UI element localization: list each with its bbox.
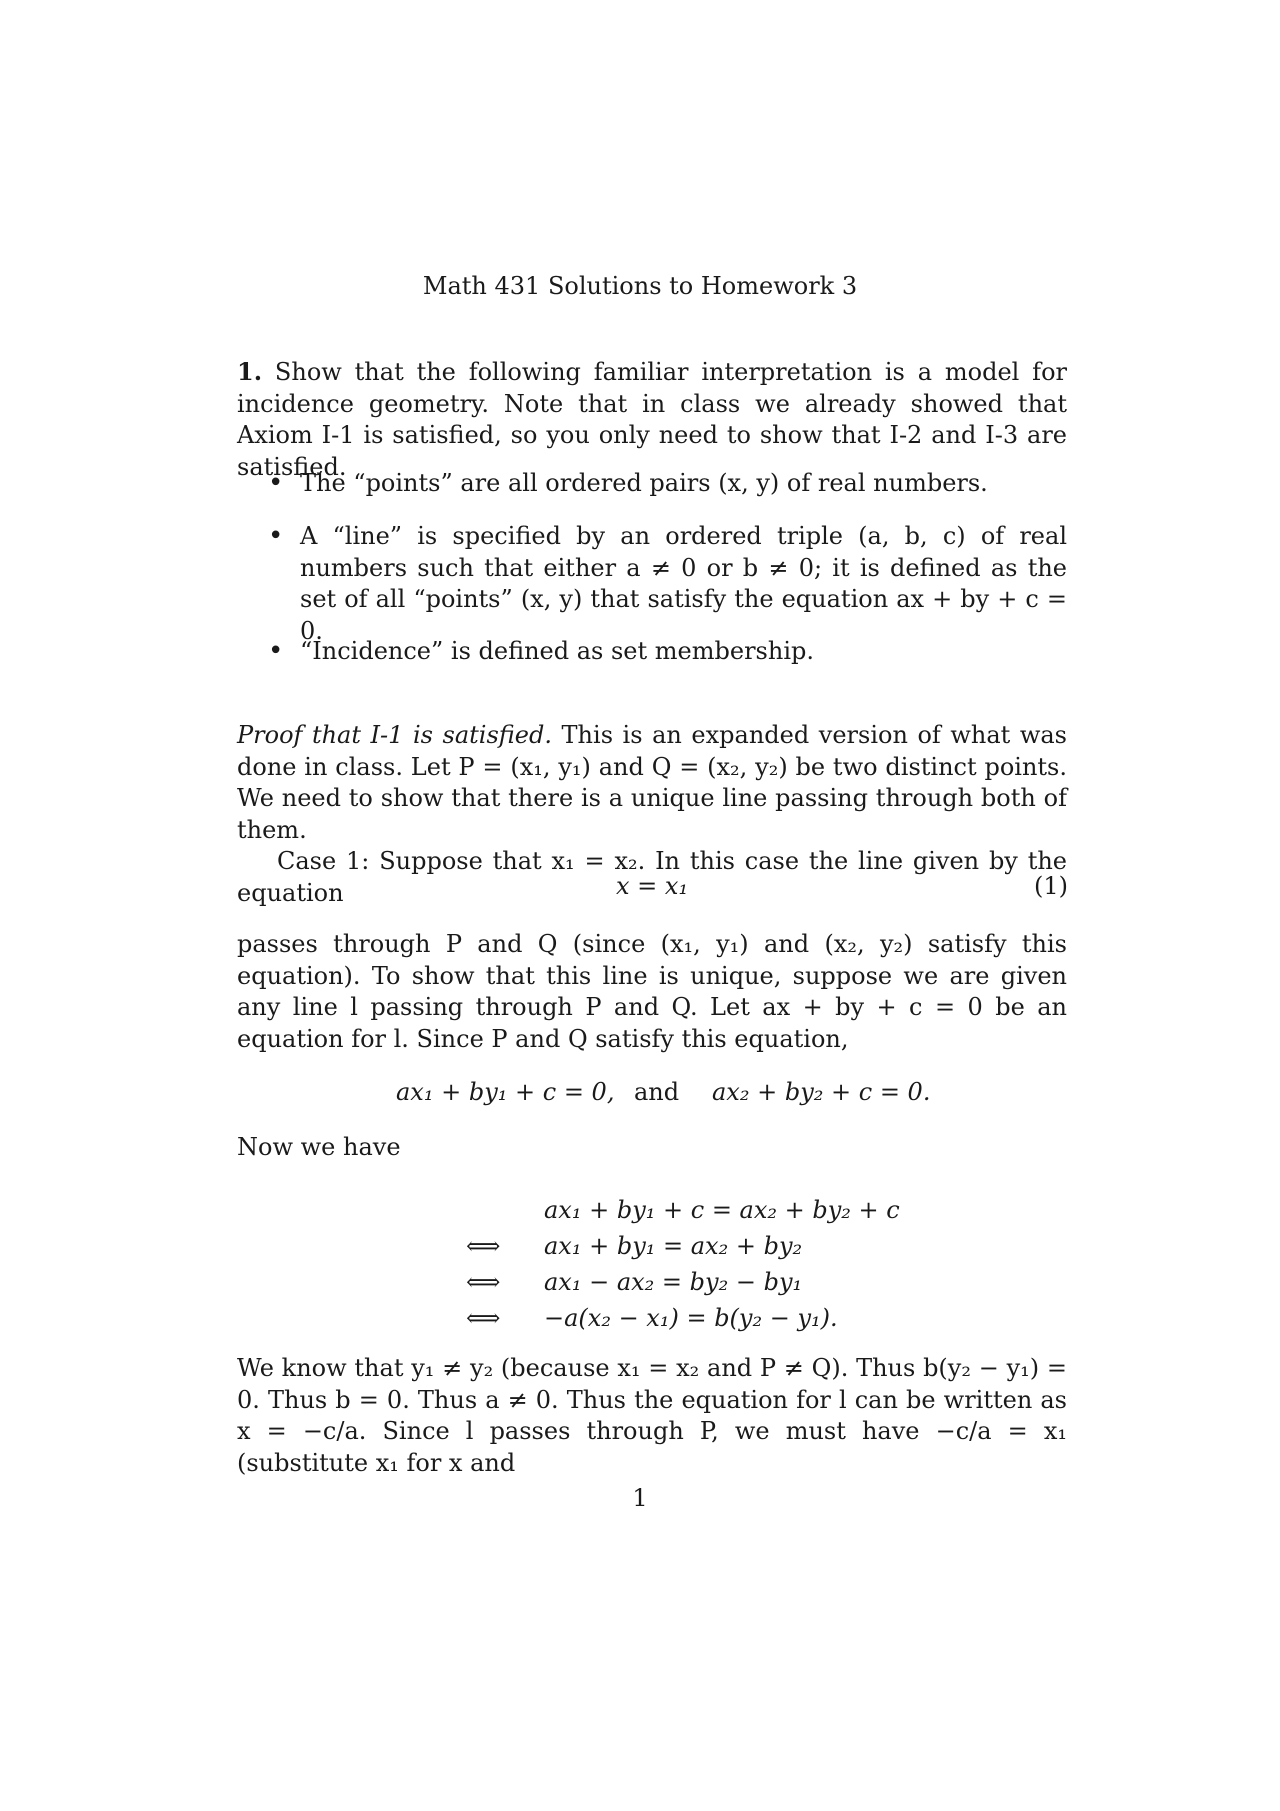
equation-2-left: ax₁ + by₁ + c = 0, bbox=[396, 1078, 615, 1106]
uniqueness-text: passes through P and Q (since (x₁, y₁) and (x₂, y₂) satisfy this equation). To show that this line is unique, suppose we are given any line l passing through P and Q. Let ax + by + c = 0 be an equation for l. Since P and Q satisfy this equation, bbox=[237, 930, 1067, 1053]
equation-2-and: and bbox=[634, 1078, 680, 1106]
problem-text: Show that the following familiar interpretation is a model for incidence geometry. Note that in class we already showed that Axiom I-1 is satisfied, so you only need to show that I-2 and I-3 are satisfied. bbox=[237, 358, 1067, 481]
chain-line-1: ax₁ + by₁ + c = ax₂ + by₂ + c bbox=[544, 1196, 900, 1224]
now-we-have-text: Now we have bbox=[237, 1133, 401, 1161]
case-1-text: Case 1: Suppose that x₁ = x₂. In this case the line given by the equation bbox=[237, 847, 1067, 907]
proof-intro: This is an expanded version of what was done in class. Let P = (x₁, y₁) and Q = (x₂, y₂) be two distinct points. We need to show that there is a unique line passing through both of them. bbox=[237, 721, 1067, 844]
problem-statement bbox=[237, 356, 1067, 483]
iff-symbol: ⟺ bbox=[466, 1268, 501, 1296]
equation-1-number: (1) bbox=[1034, 872, 1068, 900]
problem-number: 1. bbox=[237, 357, 263, 386]
equation-2-right: ax₂ + by₂ + c = 0. bbox=[712, 1078, 931, 1106]
list-item: • The “points” are all ordered pairs (x, y) of real numbers. bbox=[300, 468, 1067, 500]
list-item: • A “line” is specified by an ordered triple (a, b, c) of real numbers such that either a ≠ 0 or b ≠ 0; it is defined as the set of all “points” (x, y) that satisfy the equation ax + by + c = 0. bbox=[300, 521, 1067, 647]
conclusion-paragraph bbox=[237, 1353, 1067, 1479]
conclusion-text: We know that y₁ ≠ y₂ (because x₁ = x₂ and P ≠ Q). Thus b(y₂ − y₁) = 0. Thus b = 0. Thus a ≠ 0. Thus the equation for l can be written as x = −c/a. Since l passes through P, we must have −c/a = x₁ (substitute x₁ for x and bbox=[237, 1354, 1067, 1477]
equation-1: x = x₁ bbox=[616, 872, 689, 900]
chain-line-2: ax₁ + by₁ = ax₂ + by₂ bbox=[544, 1232, 803, 1260]
page-title: Math 431 Solutions to Homework 3 bbox=[422, 272, 858, 300]
page-number: 1 bbox=[632, 1484, 648, 1512]
chain-line-3: ax₁ − ax₂ = by₂ − by₁ bbox=[544, 1268, 803, 1296]
proof-label: Proof that I-1 is satisfied. bbox=[237, 721, 552, 749]
iff-symbol: ⟺ bbox=[466, 1232, 501, 1260]
chain-line-4: −a(x₂ − x₁) = b(y₂ − y₁). bbox=[544, 1304, 838, 1332]
iff-symbol: ⟺ bbox=[466, 1304, 501, 1332]
uniqueness-paragraph bbox=[237, 929, 1067, 1055]
list-item: • “Incidence” is defined as set membership. bbox=[300, 636, 1067, 668]
